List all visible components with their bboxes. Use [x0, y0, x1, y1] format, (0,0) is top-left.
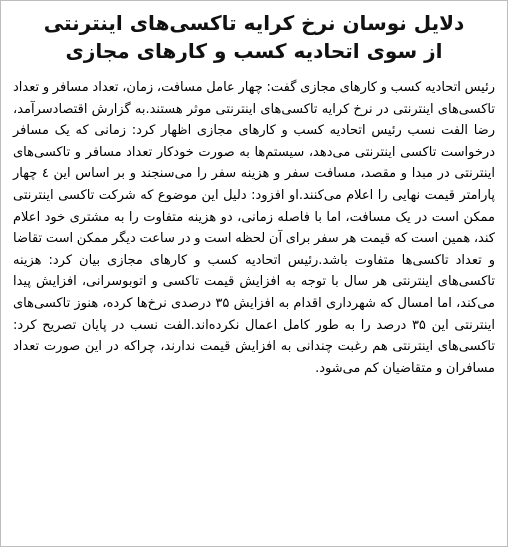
headline-line-1: دلایل نوسان نرخ کرایه تاکسی‌های اینترنتی [43, 11, 465, 35]
headline-line-2: از سوی اتحادیه کسب و کارهای مجازی [65, 39, 443, 63]
headline [1, 9, 507, 65]
article-body: رئیس اتحادیه کسب و کارهای مجازی گفت: چهار عامل مسافت، زمان، تعداد مسافر و تعداد تاکسی‌های اینترنتی در نرخ کرایه تاکسی‌های اینترنتی موثر هستند.به گزارش اقتصادسرآمد، رضا الفت نسب رئیس اتحادیه کسب و کارهای مجازی اظهار کرد: زمانی که یک مسافر درخواست تاکسی اینترنتی می‌دهد، سیستم‌ها به صورت خودکار تعداد مسافر و تاکسی‌های اینترنتی در مبدا و مقصد، مسافت سفر و هزینه سفر را می‌سنجند و بر اساس این ٤ چهار پارامتر قیمت نهایی را اعلام می‌کنند.او افزود: دلیل این موضوع که شرکت تاکسی اینترنتی ممکن است در یک مسافت، اما با فاصله زمانی، دو هزینه متفاوت را به مشتری خود اعلام کند، همین است که قیمت هر سفر برای آن لحظه است و در ساعت دیگر ممکن است تقاضا و تعداد تاکسی‌ها متفاوت باشد.رئیس اتحادیه کسب و کارهای مجازی بیان کرد: هزینه تاکسی‌های اینترنتی هر سال با توجه به افزایش قیمت تاکسی و اتوبوسرانی، افزایش پیدا می‌کند، اما امسال که شهرداری اقدام به افزایش ۳۵ درصدی نرخ‌ها کرده، هنوز تاکسی‌های اینترنتی این ۳۵ درصد را به طور کامل اعمال نکرده‌اند.الفت نسب در پایان تصریح کرد: تاکسی‌های اینترنتی هم رغبت چندانی به افزایش قیمت ندارند، چراکه در این صورت تعداد مسافران و متقاضیان کم می‌شود. [13, 80, 495, 376]
